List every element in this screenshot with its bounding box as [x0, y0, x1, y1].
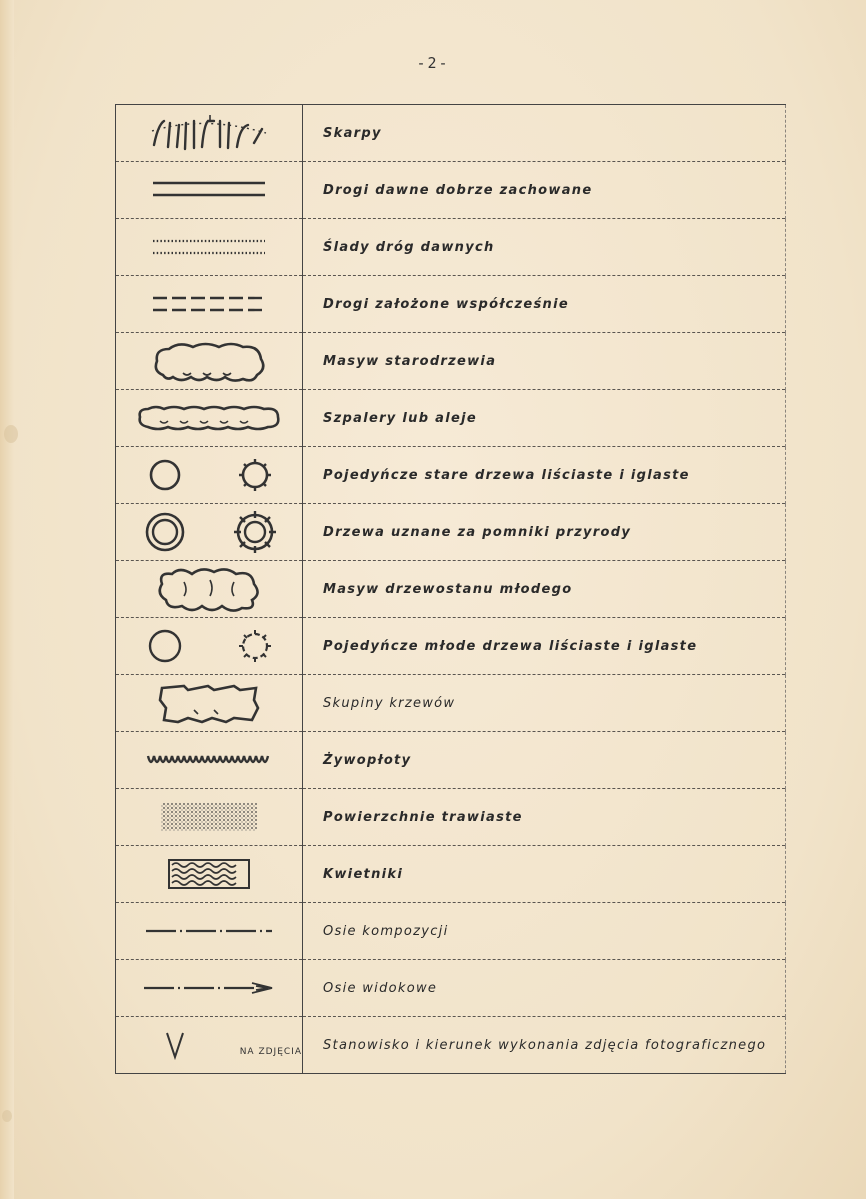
paper-edge: [0, 0, 14, 1199]
legend-row: [116, 960, 786, 1017]
skarpa-icon: [144, 111, 274, 155]
alley-icon: [134, 401, 284, 435]
legend-row: [116, 390, 786, 447]
legend-row: [116, 333, 786, 390]
legend-row: [116, 903, 786, 960]
legend-symbol: [116, 561, 303, 618]
legend-symbol: [116, 732, 303, 789]
double-solid-line-icon: [151, 175, 267, 205]
legend-row: [116, 1017, 786, 1074]
legend-symbol: [116, 504, 303, 561]
legend-label: Ślady dróg dawnych: [303, 219, 786, 276]
flowerbed-icon: [166, 857, 252, 891]
paper-stain: [4, 425, 18, 443]
legend-symbol: [116, 390, 303, 447]
photo-symbol-caption: NA ZDJĘCIA: [239, 1047, 302, 1057]
legend-label: Skupiny krzewów: [303, 675, 786, 732]
legend-label: Pojedyńcze stare drzewa liściaste i iglaste: [303, 447, 786, 504]
legend-row: [116, 276, 786, 333]
legend-symbol: [116, 789, 303, 846]
legend-label: Masyw starodrzewia: [303, 333, 786, 390]
page-number: -2-: [416, 54, 450, 72]
view-axis-icon: [142, 980, 276, 996]
legend-row: [116, 618, 786, 675]
legend-table: [115, 104, 786, 1074]
legend-symbol: [116, 903, 303, 960]
lawn-icon: [159, 799, 259, 835]
monument-tree-icon: [139, 508, 279, 556]
single-young-tree-icon: [139, 625, 279, 667]
legend-label: Żywopłoty: [303, 732, 786, 789]
legend-symbol: [116, 105, 303, 162]
paper-stain: [2, 1110, 12, 1122]
legend-label: Drogi założone współcześnie: [303, 276, 786, 333]
legend-label: Stanowisko i kierunek wykonania zdjęcia fotograficznego: [303, 1017, 786, 1074]
legend-symbol: [116, 447, 303, 504]
hedge-icon: [144, 748, 274, 772]
legend-symbol: [116, 675, 303, 732]
young-tree-mass-icon: [154, 564, 264, 614]
legend-row: [116, 447, 786, 504]
legend-symbol: [116, 162, 303, 219]
legend-row: [116, 846, 786, 903]
single-old-tree-icon: [139, 453, 279, 497]
legend-label: Drzewa uznane za pomniki przyrody: [303, 504, 786, 561]
legend-label: Kwietniki: [303, 846, 786, 903]
old-tree-mass-icon: [149, 337, 269, 385]
shrub-group-icon: [154, 680, 264, 726]
legend-row: [116, 561, 786, 618]
legend-label: Szpalery lub aleje: [303, 390, 786, 447]
legend-label: Powierzchnie trawiaste: [303, 789, 786, 846]
photo-position-icon: [116, 1030, 302, 1060]
legend-label: Drogi dawne dobrze zachowane: [303, 162, 786, 219]
legend-label: Masyw drzewostanu młodego: [303, 561, 786, 618]
v-arrow-icon: [164, 1030, 186, 1060]
legend-symbol: [116, 960, 303, 1017]
legend-symbol: [116, 333, 303, 390]
legend-row: [116, 675, 786, 732]
legend-row: [116, 732, 786, 789]
legend-row: [116, 105, 786, 162]
legend-symbol: [116, 276, 303, 333]
legend-symbol: [116, 618, 303, 675]
legend-symbol: [116, 846, 303, 903]
legend-row: [116, 162, 786, 219]
legend-symbol: [116, 219, 303, 276]
composition-axis-icon: [144, 924, 274, 938]
double-dotted-line-icon: [151, 232, 267, 262]
legend-row: [116, 219, 786, 276]
legend-label: Pojedyńcze młode drzewa liściaste i iglaste: [303, 618, 786, 675]
legend-label: Osie widokowe: [303, 960, 786, 1017]
legend-row: [116, 504, 786, 561]
legend-row: [116, 789, 786, 846]
legend-label: Skarpy: [303, 105, 786, 162]
legend-symbol: [116, 1017, 303, 1074]
double-dashed-line-icon: [151, 289, 267, 319]
legend-label: Osie kompozycji: [303, 903, 786, 960]
